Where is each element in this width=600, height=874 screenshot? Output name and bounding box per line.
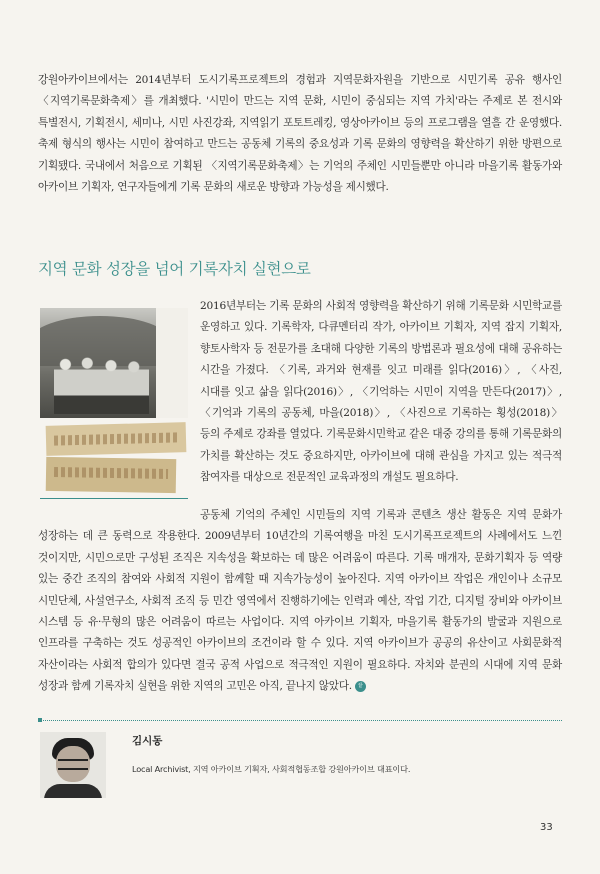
photo-document-2	[46, 457, 177, 493]
avatar-body	[44, 784, 102, 798]
author-avatar	[40, 732, 106, 798]
photo-people	[54, 352, 149, 414]
conclusion-paragraph	[38, 505, 562, 698]
archive-photo	[40, 308, 188, 494]
citizen-school-paragraph: 2016년부터는 기록 문화의 사회적 영향력을 확산하기 위해 기록문화 시민학교를 운영하고 있다. 기록학자, 다큐멘터리 작가, 아카이브 기획자, 지역 잡지 기획자, 향토사학자 등 전문가를 초대해 다양한 기록의 방법론과 필요성에 대해 공유하는 시간을 가졌다. 〈기록, 과거와 현재를 잇고 미래를 읽다(2016)〉, 〈사진, 시대를 잇고 삶을 읽다(2016)〉, 〈기억하는 시민이 지역을 만든다(2017)〉, 〈기억과 기록의 공동체, 마을(2018)〉, 〈사진으로 기록하는 횡성(2018)〉 등의 주제로 강좌를 열었다. 기록문화시민학교 같은 대중 강의를 통해 기록문화의 가치를 확산하는 것도 중요하지만, 아카이브에 대해 관심을 가지고 있는 적극적 참여자를 대상으로 전문적인 교육과정의 개설도 필요하다.	[200, 300, 562, 484]
photo-note	[156, 308, 188, 418]
end-mark-icon: 끝	[355, 681, 366, 692]
photo-scene	[40, 308, 156, 418]
photo-document-1	[46, 422, 187, 456]
author-description: Local Archivist, 지역 아카이브 기획자, 사회적협동조합 강원아카이브 대표이다.	[132, 764, 411, 774]
intro-paragraph: 강원아카이브에서는 2014년부터 도시기록프로젝트의 경험과 지역문화자원을 기반으로 시민기록 공유 행사인 〈지역기록문화축제〉를 개최했다. '시민이 만드는 지역 문화, 시민이 중심되는 지역 가치'라는 주제로 본 전시와 특별전시, 기획전시, 세미나, 시민 사진강좌, 지역읽기 포토트레킹, 영상아카이브 등의 프로그램을 열흘 간 운영했다. 축제 형식의 행사는 시민이 참여하고 만드는 공동체 기록의 중요성과 기록 문화의 영향력을 확산하기 위한 방편으로 기획됐다. 국내에서 처음으로 기획된 〈지역기록문화축제〉는 기억의 주체인 시민들뿐만 아니라 마을기록 활동가와 아카이브 기획자, 연구자들에게 기록 문화의 새로운 방향과 가능성을 제시했다.	[38, 74, 562, 194]
photo-divider	[40, 498, 188, 499]
author-name: 김시동	[132, 735, 163, 747]
bio-divider	[38, 720, 562, 721]
section-heading: 지역 문화 성장을 넘어 기록자치 실현으로	[38, 260, 311, 278]
avatar-glasses	[58, 759, 88, 770]
conclusion-text: 공동체 기억의 주체인 시민들의 지역 기록과 콘텐츠 생산 활동은 지역 문화가 성장하는 데 큰 동력으로 작용한다. 2009년부터 10년간의 기록여행을 마친 도시기록프로젝트의 사례에서도 느낀 것이지만, 시민으로만 구성된 조직은 지속성을 확보하는 데 많은 어려움이 따른다. 기록 매개자, 문화기획자 등 역량 있는 중간 조직의 참여와 사회적 지원이 함께할 때 지속가능성이 높아진다. 지역 아카이브 작업은 개인이나 소규모 시민단체, 사설연구소, 사회적 조직 등 민간 영역에서 진행하기에는 인력과 예산, 작업 기간, 디지털 장비와 아카이브 시스템 등 유·무형의 많은 어려움이 따르는 사업이다. 지역 아카이브 기획자, 마을기록 활동가의 발굴과 지원으로 인프라를 구축하는 것도 성공적인 아카이브의 조건이라 할 수 있다. 지역 아카이브가 공공의 유산이고 사회문화적 자산이라는 사회적 합의가 있다면 결국 공적 사업으로 적극적인 지원이 필요하다. 자치와 분권의 시대에 지역 문화 성장과 함께 기록자치 실현을 위한 지역의 고민은 아직, 끝나지 않았다.	[38, 509, 562, 693]
page-number: 33	[540, 822, 553, 833]
